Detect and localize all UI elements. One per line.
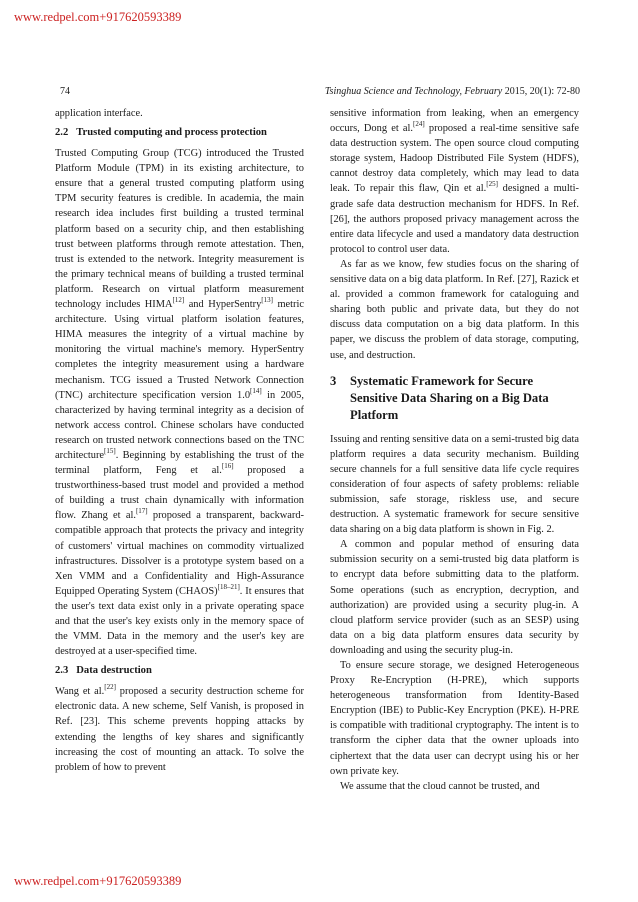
paragraph bbox=[55, 146, 304, 659]
paragraph: application interface. bbox=[55, 108, 143, 119]
text: sensitive information from leaking, when an emergency occurs, Dong et al. bbox=[330, 108, 579, 135]
paragraph: A common and popular method of ensuring data submission security on a semi-trusted big data platform is to encrypt data before submitting data to the platform. Some operations (such as encryption, decryption, and authorization) are provided using a security plug-in. A cloud platform service provider (such as an SESP) using data on a big data platform ensures data security by downloading and using the security plug-in. bbox=[330, 539, 579, 656]
text: proposed a trustworthiness-based trust model and provided a method of building a trust chain dynamically with information flow. Zhang et al. bbox=[55, 465, 304, 522]
section-title: Data destruction bbox=[76, 665, 152, 677]
text: proposed a transparent, backward-compatible approach that protects the privacy and integrity of customers' virtual machines on commodity virtualized infrastructures. Dissolver is a prototype system based on a Xen VMM and a Confidentiality and High-Assurance Equipped Operating System (CHAOS) bbox=[55, 510, 305, 597]
section-number: 3 bbox=[330, 373, 337, 388]
journal-citation bbox=[325, 86, 580, 97]
citation: [12] bbox=[172, 296, 185, 305]
citation: [14] bbox=[250, 386, 262, 395]
text: proposed a security destruction scheme for electronic data. A new scheme, Self Vanish, is proposed in Ref. [23]. This scheme prevents hopping attacks by extending the lengths of key shares and significantly increasing the cost of mounting an attack. To solve the problem of how to prevent bbox=[55, 686, 304, 773]
section-title: Trusted computing and process protection bbox=[76, 127, 267, 139]
paragraph: We assume that the cloud cannot be trusted, and bbox=[340, 780, 540, 792]
text: in 2005, characterized by having terminal integrity as a decision of network access control. Chinese scholars have conducted research on trusted network connections based on the TNC architecture bbox=[55, 389, 304, 461]
citation: [16] bbox=[221, 462, 234, 471]
citation: [15] bbox=[104, 446, 116, 455]
section-heading-3 bbox=[330, 373, 579, 424]
section-title: Systematic Framework for Secure Sensitive Data Sharing on a Big Data Platform bbox=[350, 373, 549, 422]
paragraph: Issuing and renting sensitive data on a semi-trusted big data platform requires a data security mechanism. Building secure channels for a full sensitive data life cycle requires consideration of four aspects of safety problems: reliable submission, safe storage, riskless use, and secure destruction. A systematic framework for secure sensitive data sharing on a big data platform is shown in Fig. 2. bbox=[330, 433, 579, 536]
paragraph: As far as we know, few studies focus on the sharing of sensitive data on a big data platform. In Ref. [27], Razick et al. provided a common framework for cataloguing and sharing both public and private data, but they do not discuss data computation on a big data platform. In this paper, we discuss the problem of data storage, computing, use, and destruction. bbox=[330, 258, 579, 361]
running-header bbox=[60, 86, 580, 100]
paragraph bbox=[55, 684, 304, 775]
section-number: 2.3 bbox=[55, 665, 69, 677]
text: proposed a real-time sensitive safe data destruction system. The open source cloud computing storage system, Hadoop Distributed File System (HDFS), cannot destroy data completely, which may lead to data leak. To repair this flaw, Qin et al. bbox=[330, 123, 579, 195]
watermark-bottom: www.redpel.com+917620593389 bbox=[14, 874, 182, 888]
section-number: 2.2 bbox=[55, 127, 69, 139]
section-heading-2-2 bbox=[55, 126, 304, 140]
text: designed a multi-grade safe data destruction mechanism for HDFS. In Ref. [26], the authors proposed privacy management across the entire data lifecycle and used a mandatory data destruction protocol to control user data. bbox=[330, 183, 579, 255]
paragraph: To ensure secure storage, we designed Heterogeneous Proxy Re-Encryption (H-PRE), which supports heterogeneous transformation from Identity-Based Encryption (IBE) to Public-Key Encryption (PKE). H-PRE is compatible with traditional cryptography. The intent is to transform the cipher data that the owner uploads into ciphertext that the data user can decrypt using his or her own private key. bbox=[330, 660, 579, 777]
text: . It ensures that the user's text data exist only in a private operating space and that the user's key exists only in the memory space of the VMM. Data in the memory and the user's key are destroyed at a user-specified time. bbox=[55, 585, 304, 658]
citation: [18–21] bbox=[217, 582, 240, 591]
citation: [24] bbox=[413, 120, 425, 129]
text: and HyperSentry bbox=[184, 299, 262, 311]
paragraph bbox=[330, 106, 579, 257]
citation: [17] bbox=[135, 507, 148, 516]
left-column bbox=[55, 106, 304, 775]
text: . Beginning by establishing the trust of the terminal platform, Feng et al. bbox=[55, 449, 304, 477]
right-column bbox=[330, 106, 579, 794]
text: Trusted Computing Group (TCG) introduced the Trusted Platform Module (TPM) in its existing architecture, to ensure that a general trusted computing platform using TPM security features is credible. In academia, the main research idea includes first building a trusted terminal platform based on a security chip, and then establishing trust between platforms through remote attestation. Then, trust is extended to the network. Integrity measurement is the primary technical means of building a trusted terminal platform. Research on virtual platform measurement technology includes HIMA bbox=[55, 148, 304, 311]
citation: [22] bbox=[104, 683, 116, 692]
page-number: 74 bbox=[60, 86, 70, 97]
citation: [13] bbox=[261, 296, 273, 305]
text: Wang et al. bbox=[55, 686, 105, 698]
text: metric architecture. Using virtual platform isolation features, HIMA measures the integrity of a virtual machine by monitoring the virtual machine's memory. HyperSentry completes the integrity measurement using a hardware mechanism. TCG issued a Trusted Network Connection (TNC) architecture specification version 1.0 bbox=[55, 299, 305, 401]
watermark-top: www.redpel.com+917620593389 bbox=[14, 10, 182, 24]
journal-name: Tsinghua Science and Technology, February bbox=[324, 86, 503, 97]
citation: [25] bbox=[486, 180, 498, 189]
section-heading-2-3 bbox=[55, 664, 304, 678]
journal-issue: 2015, 20(1): 72-80 bbox=[502, 86, 580, 97]
